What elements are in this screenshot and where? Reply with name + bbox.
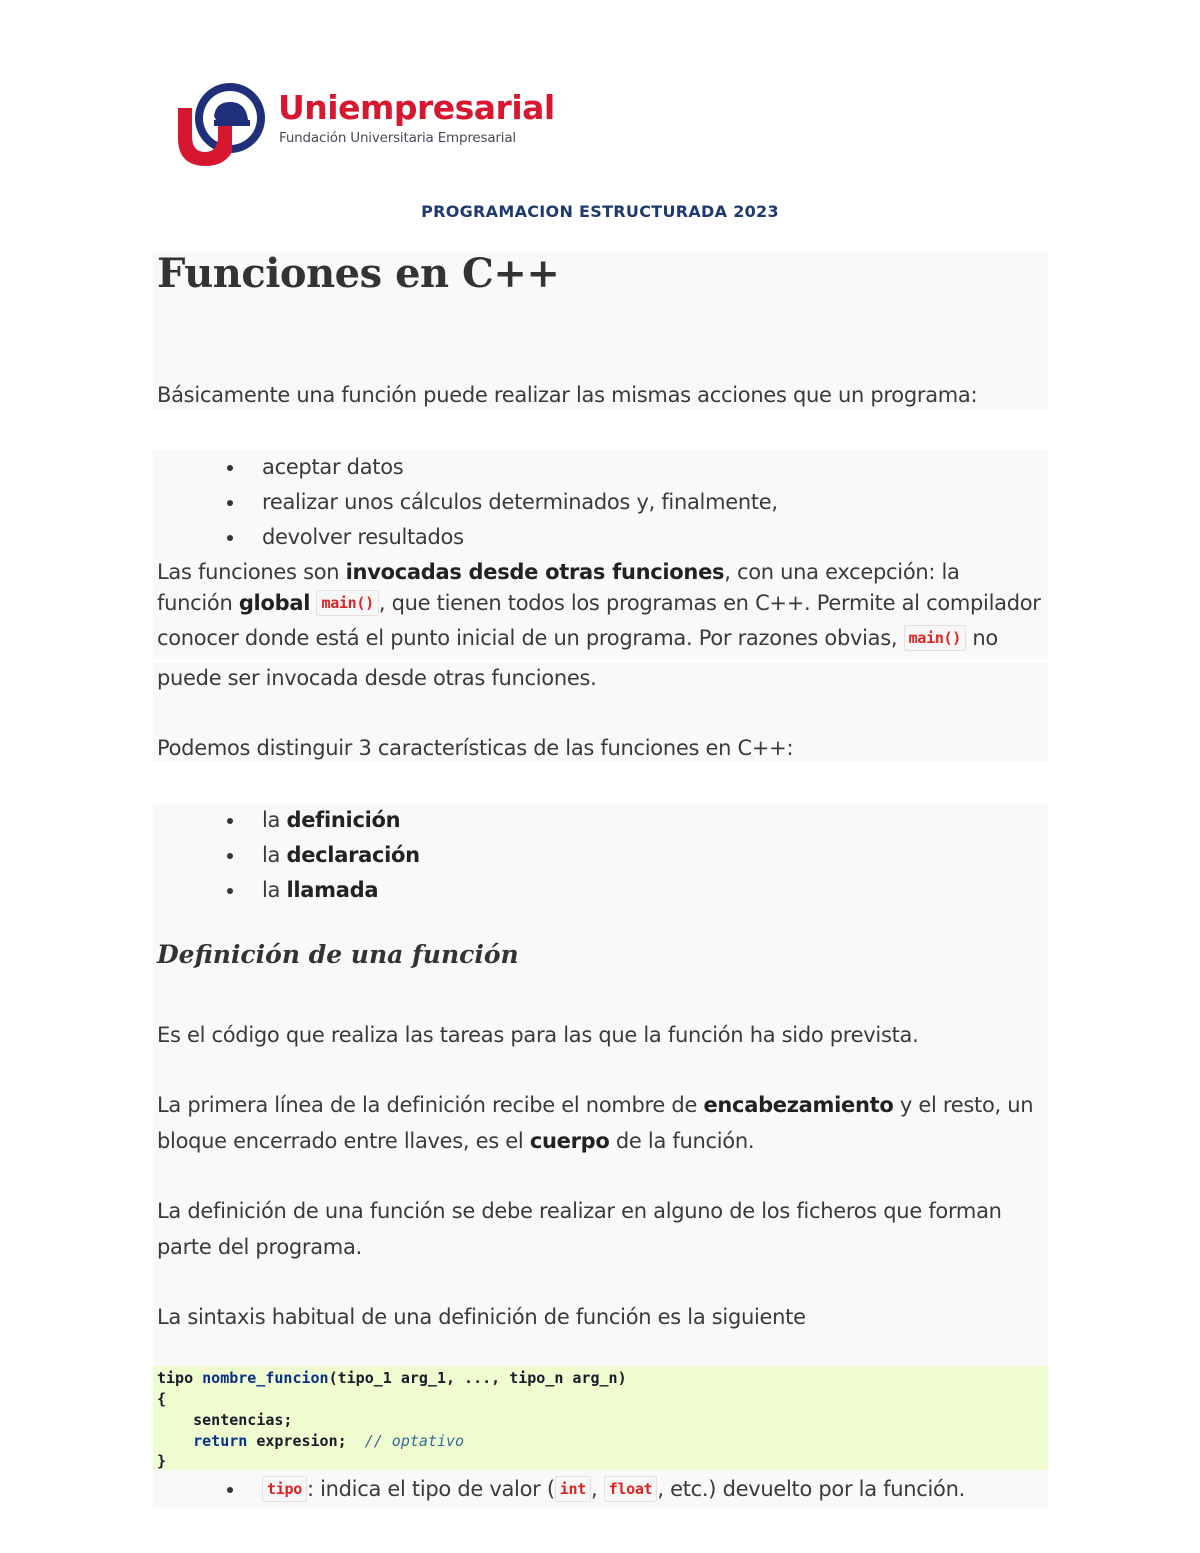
list-item xyxy=(225,1472,965,1507)
course-title: PROGRAMACION ESTRUCTURADA 2023 xyxy=(421,202,779,221)
section-heading: Definición de una función xyxy=(157,940,519,969)
text-span: , que tienen todos los programas en C++. Permite al compilador xyxy=(378,591,1041,615)
code-token: expresion; xyxy=(247,1432,365,1450)
tipo-list xyxy=(225,1472,965,1507)
paragraph-line xyxy=(157,1129,1047,1153)
actions-list xyxy=(225,450,778,555)
inline-code: tipo xyxy=(262,1476,307,1502)
logo-subtitle: Fundación Universitaria Empresarial xyxy=(279,130,516,146)
list-item xyxy=(225,838,420,873)
text-span: de la función. xyxy=(609,1129,755,1153)
code-line xyxy=(157,1369,627,1387)
text-span: función xyxy=(157,591,239,615)
paragraph: Es el código que realiza las tareas para las que la función ha sido prevista. xyxy=(157,1023,919,1047)
bold-text: cuerpo xyxy=(529,1129,610,1153)
code-token: (tipo_1 arg_1, ..., tipo_n arg_n) xyxy=(328,1369,627,1387)
bold-text: global xyxy=(238,591,311,615)
list-item: devolver resultados xyxy=(225,520,778,555)
text-span: La primera línea de la definición recibe el nombre de xyxy=(157,1093,704,1117)
list-item: aceptar datos xyxy=(225,450,778,485)
paragraph-line xyxy=(157,591,1047,615)
paragraph-line: parte del programa. xyxy=(157,1235,362,1259)
code-line xyxy=(157,1432,464,1450)
text-span: bloque encerrado entre llaves, es el xyxy=(157,1129,530,1153)
text-span: conocer donde está el punto inicial de un programa. Por razones obvias, xyxy=(157,626,904,650)
intro-paragraph: Básicamente una función puede realizar las mismas acciones que un programa: xyxy=(157,383,978,407)
text-span: Las funciones son xyxy=(157,560,346,584)
code-comment: // optativo xyxy=(364,1432,465,1450)
code-line: { xyxy=(157,1390,167,1408)
code-function-name: nombre_funcion xyxy=(202,1369,329,1387)
text-span: , con una excepción: la xyxy=(724,560,960,584)
list-item xyxy=(225,873,420,908)
text-span: la xyxy=(262,808,287,832)
inline-code: float xyxy=(604,1476,658,1502)
text-span: , etc.) devuelto por la función. xyxy=(657,1477,965,1501)
text-span: , xyxy=(590,1477,604,1501)
characteristics-paragraph: Podemos distinguir 3 características de las funciones en C++: xyxy=(157,736,794,760)
list-item xyxy=(225,803,420,838)
text-span: no xyxy=(966,626,998,650)
logo-name: Uniempresarial xyxy=(278,88,555,127)
inline-code: int xyxy=(555,1476,591,1502)
code-keyword: return xyxy=(157,1432,248,1450)
paragraph-line: La definición de una función se debe realizar en alguno de los ficheros que forman xyxy=(157,1199,1002,1223)
bold-text: definición xyxy=(286,808,401,832)
bold-text: invocadas desde otras funciones xyxy=(345,560,725,584)
paragraph: La sintaxis habitual de una definición de función es la siguiente xyxy=(157,1305,806,1329)
text-span: la xyxy=(262,843,287,867)
features-list xyxy=(225,803,420,908)
text-span: la xyxy=(262,878,287,902)
paragraph-line xyxy=(157,560,1047,584)
page-heading: Funciones en C++ xyxy=(157,250,560,297)
code-token: tipo xyxy=(157,1369,203,1387)
logo-mark-icon xyxy=(172,80,272,170)
list-item: realizar unos cálculos determinados y, finalmente, xyxy=(225,485,778,520)
paragraph-line xyxy=(157,626,1047,650)
inline-code-main: main() xyxy=(316,590,378,616)
code-line: } xyxy=(157,1452,167,1470)
code-line: sentencias; xyxy=(157,1411,293,1429)
uniempresarial-logo xyxy=(172,80,555,170)
paragraph-line: puede ser invocada desde otras funciones. xyxy=(157,666,597,690)
inline-code-main: main() xyxy=(904,625,966,651)
bold-text: llamada xyxy=(286,878,379,902)
text-span: : indica el tipo de valor ( xyxy=(306,1477,555,1501)
paragraph-line xyxy=(157,1093,1047,1117)
bold-text: declaración xyxy=(286,843,420,867)
text-span: y el resto, un xyxy=(893,1093,1034,1117)
bold-text: encabezamiento xyxy=(703,1093,894,1117)
code-block xyxy=(153,1366,1048,1470)
